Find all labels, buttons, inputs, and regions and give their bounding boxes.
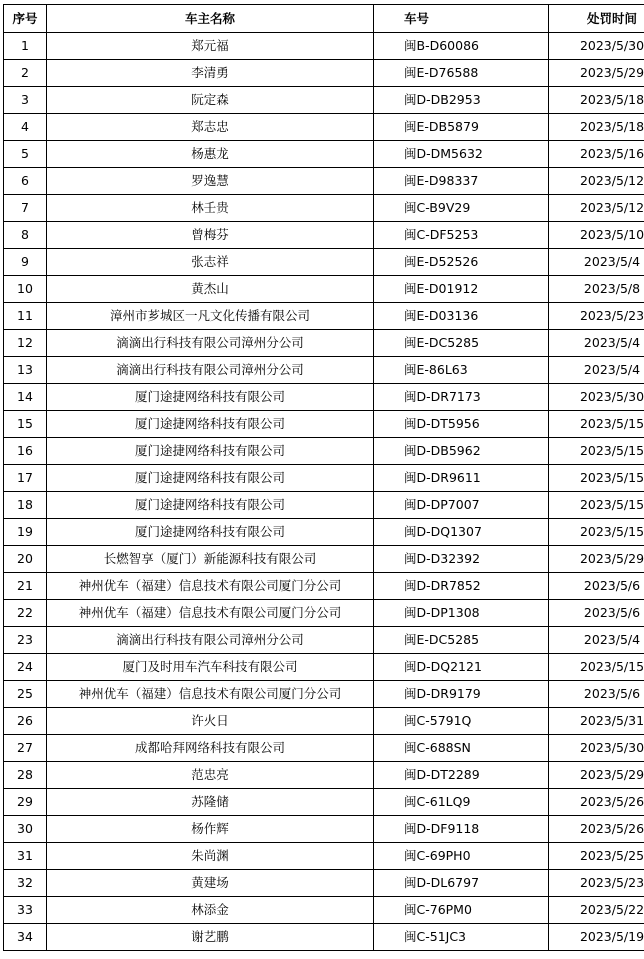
cell-plate: 闽D-DT2289 xyxy=(374,762,549,789)
cell-plate: 闽D-DR7852 xyxy=(374,573,549,600)
cell-plate: 闽C-B9V29 xyxy=(374,195,549,222)
cell-index: 2 xyxy=(4,60,47,87)
penalty-table xyxy=(3,4,644,951)
cell-index: 27 xyxy=(4,735,47,762)
table-row xyxy=(4,465,644,492)
table-row xyxy=(4,924,644,951)
cell-index: 3 xyxy=(4,87,47,114)
cell-owner: 滴滴出行科技有限公司漳州分公司 xyxy=(47,627,374,654)
cell-date: 2023/5/23 xyxy=(549,870,644,897)
cell-owner: 张志祥 xyxy=(47,249,374,276)
cell-index: 16 xyxy=(4,438,47,465)
cell-owner: 漳州市芗城区一凡文化传播有限公司 xyxy=(47,303,374,330)
cell-index: 31 xyxy=(4,843,47,870)
cell-index: 28 xyxy=(4,762,47,789)
cell-date: 2023/5/4 xyxy=(549,249,644,276)
cell-owner: 厦门途捷网络科技有限公司 xyxy=(47,492,374,519)
cell-owner: 林壬贵 xyxy=(47,195,374,222)
cell-index: 1 xyxy=(4,33,47,60)
cell-index: 23 xyxy=(4,627,47,654)
cell-index: 34 xyxy=(4,924,47,951)
cell-owner: 厦门途捷网络科技有限公司 xyxy=(47,411,374,438)
cell-date: 2023/5/10 xyxy=(549,222,644,249)
cell-index: 22 xyxy=(4,600,47,627)
cell-plate: 闽E-86L63 xyxy=(374,357,549,384)
cell-date: 2023/5/4 xyxy=(549,330,644,357)
table-row xyxy=(4,816,644,843)
cell-owner: 林添金 xyxy=(47,897,374,924)
cell-owner: 曾梅芬 xyxy=(47,222,374,249)
cell-plate: 闽D-DP1308 xyxy=(374,600,549,627)
table-row xyxy=(4,330,644,357)
cell-plate: 闽C-51JC3 xyxy=(374,924,549,951)
table-row xyxy=(4,546,644,573)
cell-plate: 闽D-DF9118 xyxy=(374,816,549,843)
table-row xyxy=(4,276,644,303)
table-row xyxy=(4,168,644,195)
header-plate: 车号 xyxy=(374,5,549,33)
table-row xyxy=(4,762,644,789)
cell-owner: 罗逸慧 xyxy=(47,168,374,195)
cell-date: 2023/5/31 xyxy=(549,708,644,735)
table-row xyxy=(4,141,644,168)
cell-index: 4 xyxy=(4,114,47,141)
cell-plate: 闽D-DP7007 xyxy=(374,492,549,519)
table-row xyxy=(4,897,644,924)
cell-owner: 神州优车（福建）信息技术有限公司厦门分公司 xyxy=(47,681,374,708)
table-row xyxy=(4,735,644,762)
cell-index: 26 xyxy=(4,708,47,735)
cell-index: 9 xyxy=(4,249,47,276)
cell-plate: 闽C-688SN xyxy=(374,735,549,762)
table-row xyxy=(4,789,644,816)
cell-owner: 郑元福 xyxy=(47,33,374,60)
table-row xyxy=(4,87,644,114)
cell-date: 2023/5/15 xyxy=(549,465,644,492)
cell-plate: 闽C-76PM0 xyxy=(374,897,549,924)
cell-owner: 谢艺鹏 xyxy=(47,924,374,951)
cell-owner: 神州优车（福建）信息技术有限公司厦门分公司 xyxy=(47,600,374,627)
table-row xyxy=(4,627,644,654)
table-row xyxy=(4,681,644,708)
table-row xyxy=(4,573,644,600)
cell-owner: 厦门途捷网络科技有限公司 xyxy=(47,519,374,546)
cell-plate: 闽E-DB5879 xyxy=(374,114,549,141)
cell-owner: 李清勇 xyxy=(47,60,374,87)
cell-plate: 闽E-DC5285 xyxy=(374,330,549,357)
cell-plate: 闽C-61LQ9 xyxy=(374,789,549,816)
cell-index: 17 xyxy=(4,465,47,492)
cell-owner: 厦门及时用车汽车科技有限公司 xyxy=(47,654,374,681)
cell-owner: 许火日 xyxy=(47,708,374,735)
cell-index: 11 xyxy=(4,303,47,330)
cell-index: 30 xyxy=(4,816,47,843)
cell-plate: 闽D-DR9179 xyxy=(374,681,549,708)
cell-date: 2023/5/12 xyxy=(549,195,644,222)
table-row xyxy=(4,114,644,141)
cell-plate: 闽D-DT5956 xyxy=(374,411,549,438)
cell-date: 2023/5/19 xyxy=(549,924,644,951)
cell-plate: 闽E-D03136 xyxy=(374,303,549,330)
table-row xyxy=(4,654,644,681)
cell-index: 8 xyxy=(4,222,47,249)
cell-plate: 闽C-69PH0 xyxy=(374,843,549,870)
table-header-row xyxy=(4,5,644,33)
cell-owner: 杨惠龙 xyxy=(47,141,374,168)
cell-date: 2023/5/29 xyxy=(549,546,644,573)
cell-index: 13 xyxy=(4,357,47,384)
cell-owner: 厦门途捷网络科技有限公司 xyxy=(47,438,374,465)
cell-owner: 黄建场 xyxy=(47,870,374,897)
cell-plate: 闽C-5791Q xyxy=(374,708,549,735)
cell-date: 2023/5/18 xyxy=(549,114,644,141)
cell-owner: 厦门途捷网络科技有限公司 xyxy=(47,384,374,411)
cell-plate: 闽B-D60086 xyxy=(374,33,549,60)
cell-date: 2023/5/25 xyxy=(549,843,644,870)
cell-date: 2023/5/4 xyxy=(549,627,644,654)
table-body xyxy=(4,33,644,951)
cell-plate: 闽D-DQ1307 xyxy=(374,519,549,546)
table-row xyxy=(4,384,644,411)
cell-date: 2023/5/30 xyxy=(549,33,644,60)
cell-date: 2023/5/6 xyxy=(549,681,644,708)
cell-plate: 闽E-D52526 xyxy=(374,249,549,276)
cell-date: 2023/5/15 xyxy=(549,411,644,438)
cell-plate: 闽D-DR9611 xyxy=(374,465,549,492)
cell-owner: 长燃智享（厦门）新能源科技有限公司 xyxy=(47,546,374,573)
table-row xyxy=(4,222,644,249)
cell-index: 10 xyxy=(4,276,47,303)
cell-owner: 黄杰山 xyxy=(47,276,374,303)
cell-index: 19 xyxy=(4,519,47,546)
table-row xyxy=(4,33,644,60)
cell-date: 2023/5/29 xyxy=(549,762,644,789)
cell-plate: 闽D-DB2953 xyxy=(374,87,549,114)
cell-index: 20 xyxy=(4,546,47,573)
cell-date: 2023/5/15 xyxy=(549,492,644,519)
cell-date: 2023/5/4 xyxy=(549,357,644,384)
cell-plate: 闽D-D32392 xyxy=(374,546,549,573)
cell-date: 2023/5/26 xyxy=(549,816,644,843)
cell-index: 15 xyxy=(4,411,47,438)
cell-owner: 郑志忠 xyxy=(47,114,374,141)
cell-owner: 成都哈拜网络科技有限公司 xyxy=(47,735,374,762)
cell-date: 2023/5/23 xyxy=(549,303,644,330)
table-row xyxy=(4,708,644,735)
cell-plate: 闽E-DC5285 xyxy=(374,627,549,654)
cell-date: 2023/5/29 xyxy=(549,60,644,87)
cell-date: 2023/5/8 xyxy=(549,276,644,303)
cell-date: 2023/5/18 xyxy=(549,87,644,114)
cell-index: 21 xyxy=(4,573,47,600)
cell-owner: 朱尚渊 xyxy=(47,843,374,870)
cell-date: 2023/5/16 xyxy=(549,141,644,168)
header-owner: 车主名称 xyxy=(47,5,374,33)
cell-plate: 闽C-DF5253 xyxy=(374,222,549,249)
cell-date: 2023/5/12 xyxy=(549,168,644,195)
cell-owner: 滴滴出行科技有限公司漳州分公司 xyxy=(47,330,374,357)
cell-date: 2023/5/15 xyxy=(549,654,644,681)
cell-date: 2023/5/15 xyxy=(549,438,644,465)
cell-owner: 阮定森 xyxy=(47,87,374,114)
table-row xyxy=(4,519,644,546)
cell-owner: 苏隆储 xyxy=(47,789,374,816)
cell-owner: 厦门途捷网络科技有限公司 xyxy=(47,465,374,492)
table-row xyxy=(4,870,644,897)
header-index: 序号 xyxy=(4,5,47,33)
table-row xyxy=(4,600,644,627)
cell-plate: 闽E-D98337 xyxy=(374,168,549,195)
cell-index: 5 xyxy=(4,141,47,168)
cell-date: 2023/5/22 xyxy=(549,897,644,924)
cell-date: 2023/5/26 xyxy=(549,789,644,816)
table-row xyxy=(4,843,644,870)
cell-index: 12 xyxy=(4,330,47,357)
cell-owner: 范忠亮 xyxy=(47,762,374,789)
cell-plate: 闽D-DM5632 xyxy=(374,141,549,168)
cell-owner: 神州优车（福建）信息技术有限公司厦门分公司 xyxy=(47,573,374,600)
cell-index: 14 xyxy=(4,384,47,411)
table-row xyxy=(4,357,644,384)
table-row xyxy=(4,303,644,330)
cell-index: 33 xyxy=(4,897,47,924)
cell-plate: 闽D-DB5962 xyxy=(374,438,549,465)
cell-index: 32 xyxy=(4,870,47,897)
table-row xyxy=(4,492,644,519)
table-row xyxy=(4,60,644,87)
cell-owner: 滴滴出行科技有限公司漳州分公司 xyxy=(47,357,374,384)
table-row xyxy=(4,438,644,465)
cell-index: 29 xyxy=(4,789,47,816)
cell-index: 18 xyxy=(4,492,47,519)
cell-date: 2023/5/6 xyxy=(549,573,644,600)
cell-date: 2023/5/30 xyxy=(549,384,644,411)
header-date: 处罚时间 xyxy=(549,5,644,33)
table-row xyxy=(4,249,644,276)
cell-date: 2023/5/15 xyxy=(549,519,644,546)
cell-date: 2023/5/6 xyxy=(549,600,644,627)
table-row xyxy=(4,195,644,222)
cell-owner: 杨作辉 xyxy=(47,816,374,843)
cell-index: 24 xyxy=(4,654,47,681)
cell-index: 7 xyxy=(4,195,47,222)
cell-plate: 闽D-DL6797 xyxy=(374,870,549,897)
cell-index: 25 xyxy=(4,681,47,708)
cell-plate: 闽E-D01912 xyxy=(374,276,549,303)
cell-date: 2023/5/30 xyxy=(549,735,644,762)
cell-plate: 闽D-DR7173 xyxy=(374,384,549,411)
cell-plate: 闽E-D76588 xyxy=(374,60,549,87)
cell-plate: 闽D-DQ2121 xyxy=(374,654,549,681)
table-row xyxy=(4,411,644,438)
cell-index: 6 xyxy=(4,168,47,195)
